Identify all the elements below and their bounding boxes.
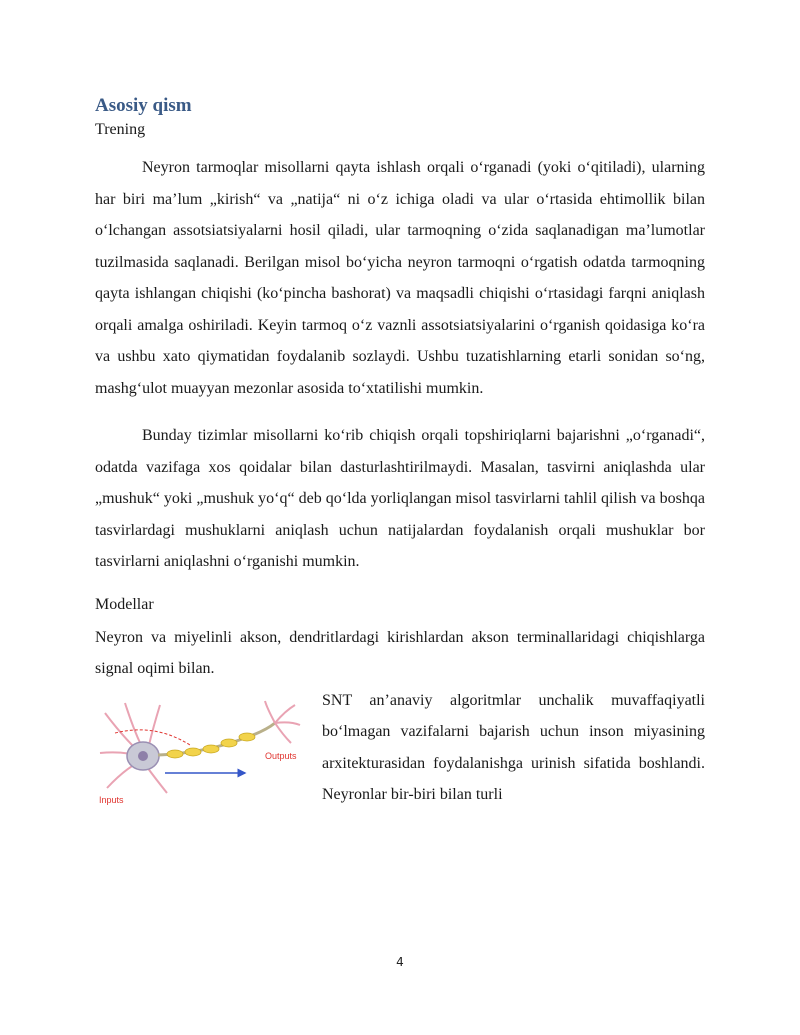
paragraph-snt: SNT an’anaviy algoritmlar unchalik muvaffaqiyatli bo‘lmagan vazifalarni bajarish uchun inson miyasining arxitekturasidan foydalanishga urinish sifatida boshlandi. Neyronlar bir-biri bilan turli xyxy=(322,691,705,803)
section-heading: Asosiy qism xyxy=(95,95,192,116)
paragraph-training: Neyron tarmoqlar misollarni qayta ishlash orqali o‘rganadi (yoki o‘qitiladi), ularning har biri ma’lum „kirish“ va „natija“ ni o‘z ichiga oladi va ular o‘rtasida ehtimollik bilan o‘lchangan assotsiatsiyalarni hosil qiladi, ular tarmoqning o‘zida saqlanadigan ma’lumotlar tuzilmasida saqlanadi. Berilgan misol bo‘yicha neyron tarmoqni o‘rgatish odatda tarmoqning qayta ishlangan chiqishi (ko‘pincha bashorat) va maqsadli chiqishi o‘rtasidagi farqni aniqlash orqali amalga oshiriladi. Keyin tarmoq o‘z vaznli assotsiatsiyalarini o‘rganish qoidasiga ko‘ra va ushbu xato qiymatidan foydalanib sozlaydi. Ushbu tuzatishlarning etarli sonidan so‘ng, mashg‘ulot muayyan mezonlar asosida to‘xtatilishi mumkin. xyxy=(95,159,705,397)
figure-input-label: Inputs xyxy=(99,794,124,805)
neuron-diagram-icon xyxy=(95,693,310,808)
paragraph-examples: Bunday tizimlar misollarni ko‘rib chiqish orqali topshiriqlarni bajarishni „o‘rganadi“, odatda vazifaga xos qoidalar bilan dasturlashtirilmaydi. Masalan, tasvirni aniqlashda ular „mushuk“ yoki „mushuk yo‘q“ deb qo‘lda yorliqlangan misol tasvirlarni tahlil qilish va boshqa tasvirlardagi mushuklarni aniqlash uchun natijalardan foydalanish orqali mushuklar bor tasvirlarni aniqlashni o‘rganishi mumkin. xyxy=(95,427,705,570)
page-number: 4 xyxy=(396,955,404,969)
subheading-training: Trening xyxy=(95,121,146,138)
subheading-models: Modellar xyxy=(95,595,154,613)
figure-output-label: Outputs xyxy=(265,750,297,761)
page-content xyxy=(95,93,705,815)
figure-row xyxy=(95,685,705,815)
paragraph-neuron: Neyron va miyelinli akson, dendritlardagi kirishlardan akson terminallaridagi chiqishlarga signal oqimi bilan. xyxy=(95,628,705,677)
